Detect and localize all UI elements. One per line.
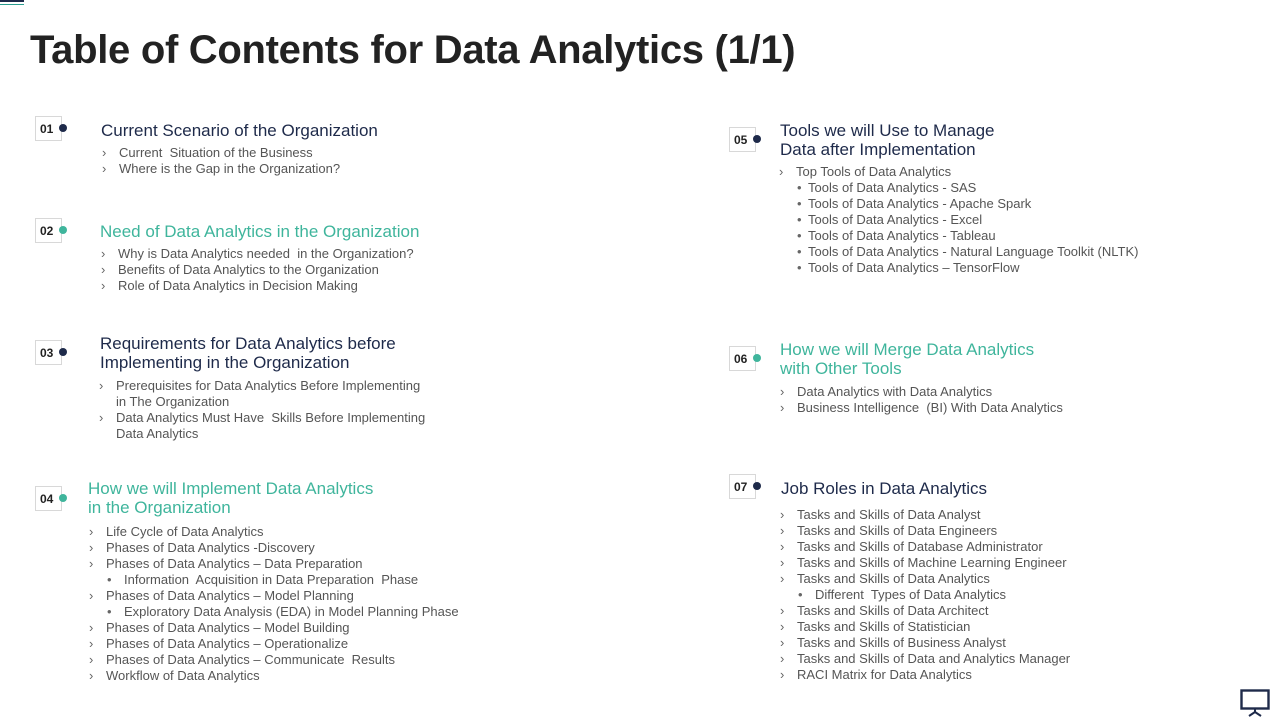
item-text: Tools of Data Analytics - Natural Language Toolkit (NLTK): [808, 244, 1139, 259]
page-title: Table of Contents for Data Analytics (1/1): [30, 28, 796, 72]
item-text: Tasks and Skills of Data Analytics: [797, 571, 990, 586]
list-item: [780, 555, 1070, 571]
section-number: 06: [729, 346, 756, 371]
sub-list-item: [779, 180, 1138, 196]
item-text: Tools of Data Analytics - Apache Spark: [808, 196, 1032, 211]
section-title-line: Requirements for Data Analytics before: [100, 334, 396, 353]
sub-list-item: [779, 260, 1138, 276]
bullet-dot: [59, 494, 67, 502]
section-title: Current Scenario of the Organization: [101, 121, 378, 140]
item-text: Phases of Data Analytics – Data Preparation: [106, 556, 363, 571]
list-item: [780, 384, 1063, 400]
bullet-icon: •: [797, 244, 802, 259]
chevron-icon: ›: [780, 507, 785, 522]
item-text: Top Tools of Data Analytics: [796, 164, 952, 179]
item-text: Phases of Data Analytics – Model Planning: [106, 588, 354, 603]
bullet-icon: •: [797, 260, 802, 275]
list-item: [89, 652, 459, 668]
item-text: Tasks and Skills of Database Administrator: [797, 539, 1043, 554]
list-item: [89, 636, 459, 652]
section-number: 04: [35, 486, 62, 511]
bullet-dot: [59, 348, 67, 356]
chevron-icon: ›: [780, 384, 785, 399]
bullet-icon: •: [797, 196, 802, 211]
sub-list-item: [779, 228, 1138, 244]
item-text: Tasks and Skills of Data and Analytics Manager: [797, 651, 1071, 666]
chevron-icon: ›: [780, 619, 785, 634]
chevron-icon: ›: [780, 523, 785, 538]
item-text: Tasks and Skills of Business Analyst: [797, 635, 1006, 650]
list-item: [779, 164, 1138, 180]
item-text: Phases of Data Analytics – Model Building: [106, 620, 350, 635]
bullet-icon: •: [797, 180, 802, 195]
item-text: Tools of Data Analytics - SAS: [808, 180, 977, 195]
section-title: [780, 121, 994, 159]
list-item: [780, 571, 1070, 587]
sub-list-item: [779, 212, 1138, 228]
section-title-line: Data after Implementation: [780, 140, 976, 159]
list-item: [89, 620, 459, 636]
section-item-list: [780, 384, 1063, 416]
section-number: 03: [35, 340, 62, 365]
section-number: 05: [729, 127, 756, 152]
chevron-icon: ›: [89, 668, 94, 683]
section-title: [780, 340, 1034, 378]
section-title: Job Roles in Data Analytics: [781, 479, 987, 498]
bullet-dot: [753, 482, 761, 490]
list-item: [101, 262, 414, 278]
list-item: [89, 524, 459, 540]
list-item: [780, 635, 1070, 651]
bullet-icon: •: [797, 228, 802, 243]
section-item-list: [89, 524, 459, 684]
sub-list-item: [89, 572, 459, 588]
item-text: Tools of Data Analytics - Tableau: [808, 228, 996, 243]
sub-list-item: [780, 587, 1070, 603]
item-text: Life Cycle of Data Analytics: [106, 524, 264, 539]
chevron-icon: ›: [89, 524, 94, 539]
list-item: [102, 145, 340, 161]
corner-accent-line: [0, 4, 24, 5]
section-title: [100, 334, 396, 372]
list-item: [101, 278, 414, 294]
section-title-line: How we will Implement Data Analytics: [88, 479, 374, 498]
list-item: [89, 540, 459, 556]
chevron-icon: ›: [101, 262, 106, 277]
list-item: [780, 603, 1070, 619]
section-title: Need of Data Analytics in the Organization: [100, 222, 420, 241]
item-text: Prerequisites for Data Analytics Before Implementing: [116, 378, 421, 393]
item-text: Where is the Gap in the Organization?: [119, 161, 341, 176]
chevron-icon: ›: [89, 588, 94, 603]
section-title-line: Implementing in the Organization: [100, 353, 350, 372]
chevron-icon: ›: [780, 539, 785, 554]
section-title-line: How we will Merge Data Analytics: [780, 340, 1035, 359]
bullet-icon: •: [798, 587, 803, 602]
section-item-list: [102, 145, 340, 177]
section-item-list: [101, 246, 414, 294]
section-title-line: Tools we will Use to Manage: [780, 121, 995, 140]
bullet-icon: •: [107, 572, 112, 587]
section-number: 01: [35, 116, 62, 141]
item-text: Tasks and Skills of Data Architect: [797, 603, 989, 618]
sub-list-item: [779, 196, 1138, 212]
section-item-list: [779, 164, 1138, 276]
list-item: [780, 619, 1070, 635]
chevron-icon: ›: [89, 636, 94, 651]
item-text: Current Situation of the Business: [119, 145, 313, 160]
item-text: Phases of Data Analytics – Operationalize: [106, 636, 349, 651]
section-title-line: with Other Tools: [780, 359, 902, 378]
item-text: Tasks and Skills of Data Analyst: [797, 507, 981, 522]
chevron-icon: ›: [779, 164, 784, 179]
sub-list-item: [89, 604, 459, 620]
corner-accent-line: [0, 0, 24, 2]
list-item: [102, 161, 340, 177]
item-text: Data Analytics: [116, 426, 199, 441]
list-item: [89, 556, 459, 572]
item-text: Exploratory Data Analysis (EDA) in Model Planning Phase: [124, 604, 459, 619]
list-item: [780, 507, 1070, 523]
list-item: [780, 523, 1070, 539]
item-text: RACI Matrix for Data Analytics: [797, 667, 972, 682]
list-item: [99, 378, 425, 394]
section-title-line: in the Organization: [88, 498, 231, 517]
item-text: Tasks and Skills of Data Engineers: [797, 523, 998, 538]
item-text: Different Types of Data Analytics: [815, 587, 1007, 602]
chevron-icon: ›: [780, 635, 785, 650]
list-item: [99, 394, 425, 410]
chevron-icon: ›: [89, 556, 94, 571]
item-text: Tools of Data Analytics – TensorFlow: [808, 260, 1020, 275]
item-text: Phases of Data Analytics – Communicate Results: [106, 652, 396, 667]
item-text: Data Analytics with Data Analytics: [797, 384, 993, 399]
item-text: Why is Data Analytics needed in the Organization?: [118, 246, 414, 261]
list-item: [89, 668, 459, 684]
item-text: Tasks and Skills of Machine Learning Engineer: [797, 555, 1067, 570]
section-number: 02: [35, 218, 62, 243]
chevron-icon: ›: [99, 410, 104, 425]
item-text: Information Acquisition in Data Preparation Phase: [124, 572, 419, 587]
bullet-dot: [753, 354, 761, 362]
sub-list-item: [779, 244, 1138, 260]
list-item: [780, 539, 1070, 555]
list-item: [780, 400, 1063, 416]
chevron-icon: ›: [780, 667, 785, 682]
bullet-icon: •: [797, 212, 802, 227]
item-text: Role of Data Analytics in Decision Making: [118, 278, 358, 293]
chevron-icon: ›: [780, 651, 785, 666]
list-item: [101, 246, 414, 262]
list-item: [99, 426, 425, 442]
bullet-dot: [59, 226, 67, 234]
bullet-dot: [59, 124, 67, 132]
chevron-icon: ›: [89, 540, 94, 555]
chevron-icon: ›: [101, 246, 106, 261]
list-item: [89, 588, 459, 604]
section-item-list: [780, 507, 1070, 683]
item-text: Phases of Data Analytics -Discovery: [106, 540, 315, 555]
item-text: Tasks and Skills of Statistician: [797, 619, 971, 634]
bullet-icon: •: [107, 604, 112, 619]
section-number: 07: [729, 474, 756, 499]
list-item: [99, 410, 425, 426]
chevron-icon: ›: [780, 555, 785, 570]
chevron-icon: ›: [99, 378, 104, 393]
corner-accent: [0, 0, 24, 6]
chevron-icon: ›: [780, 603, 785, 618]
chevron-icon: ›: [780, 400, 785, 415]
chevron-icon: ›: [102, 161, 107, 176]
list-item: [780, 651, 1070, 667]
chevron-icon: ›: [102, 145, 107, 160]
chevron-icon: ›: [89, 652, 94, 667]
item-text: Data Analytics Must Have Skills Before Implementing: [116, 410, 426, 425]
item-text: Business Intelligence (BI) With Data Analytics: [797, 400, 1063, 415]
presentation-screen-icon: [1240, 689, 1270, 717]
section-title: [88, 479, 373, 517]
bullet-dot: [753, 135, 761, 143]
chevron-icon: ›: [89, 620, 94, 635]
chevron-icon: ›: [780, 571, 785, 586]
item-text: Workflow of Data Analytics: [106, 668, 260, 683]
item-text: Tools of Data Analytics - Excel: [808, 212, 983, 227]
item-text: Benefits of Data Analytics to the Organization: [118, 262, 379, 277]
item-text: in The Organization: [116, 394, 230, 409]
section-item-list: [99, 378, 425, 442]
list-item: [780, 667, 1070, 683]
chevron-icon: ›: [101, 278, 106, 293]
